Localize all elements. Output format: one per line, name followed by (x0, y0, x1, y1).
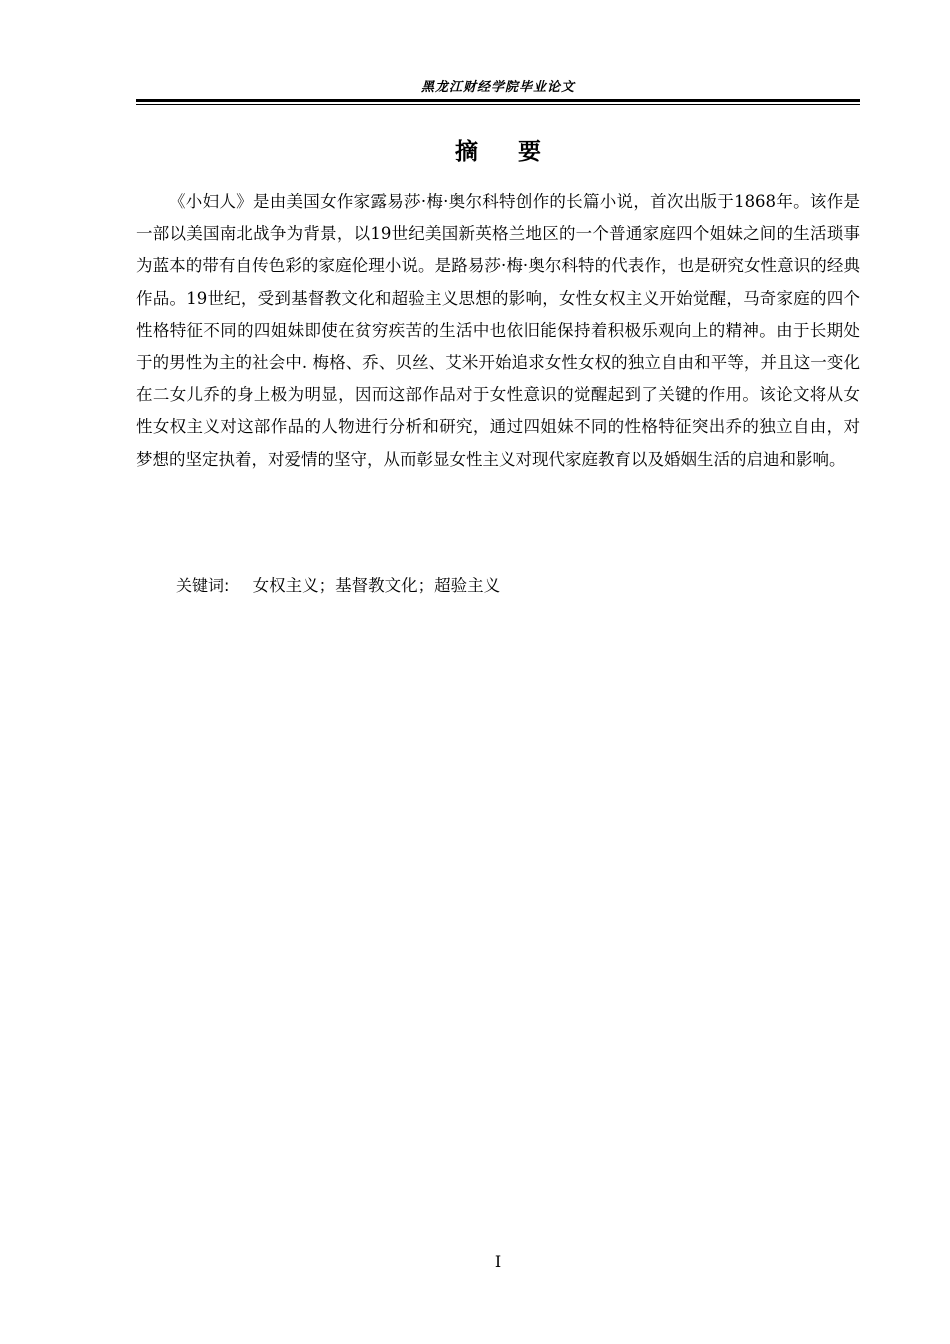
header-divider-thin (136, 104, 860, 105)
keywords-value: 女权主义；基督教文化；超验主义 (252, 576, 501, 595)
keywords-line (176, 570, 500, 602)
header-divider-thick (136, 99, 860, 102)
page-number: I (494, 1252, 502, 1271)
keywords-label: 关键词: (176, 576, 230, 595)
abstract-heading: 摘要 (455, 138, 581, 165)
running-header-title: 黑龙江财经学院毕业论文 (420, 80, 575, 95)
abstract-body: 《小妇人》是由美国女作家露易莎·梅·奥尔科特创作的长篇小说，首次出版于1868年。该作是一部以美国南北战争为背景，以19世纪美国新英格兰地区的一个普通家庭四个姐妹之间的生活琐事为蓝本的带有自传色彩的家庭伦理小说。是路易莎·梅·奥尔科特的代表作，也是研究女性意识的经典作品。19世纪，受到基督教文化和超验主义思想的影响，女性女权主义开始觉醒，马奇家庭的四个性格特征不同的四姐妹即使在贫穷疾苦的生活中也依旧能保持着积极乐观向上的精神。由于长期处于的男性为主的社会中. 梅格、乔、贝丝、艾米开始追求女性女权的独立自由和平等，并且这一变化在二女儿乔的身上极为明显，因而这部作品对于女性意识的觉醒起到了关键的作用。该论文将从女性女权主义对这部作品的人物进行分析和研究，通过四姐妹不同的性格特征突出乔的独立自由，对梦想的坚定执着，对爱情的坚守，从而彰显女性主义对现代家庭教育以及婚姻生活的启迪和影响。 (136, 192, 860, 469)
